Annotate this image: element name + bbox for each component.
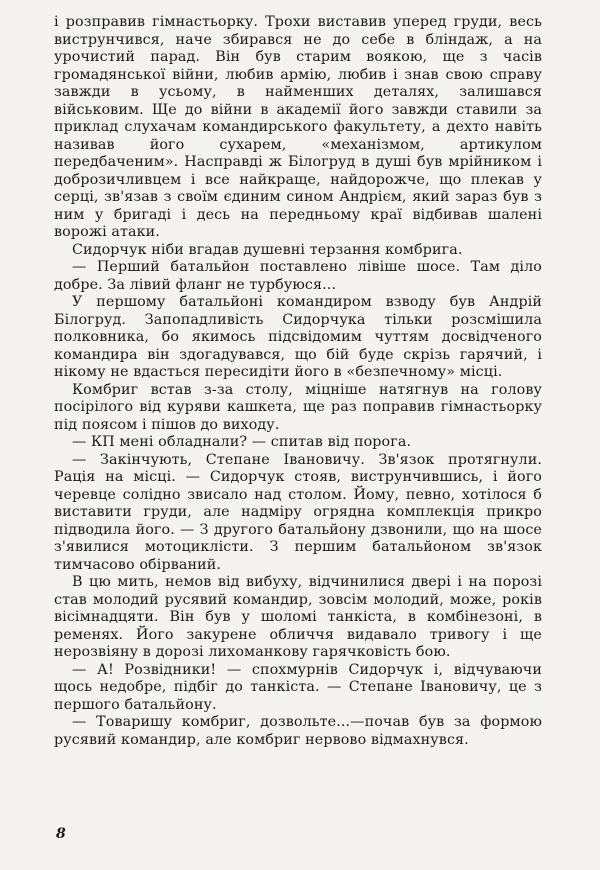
paragraph: — А! Розвідники! — спохмурнів Сидорчук і, відчуваючи щось недобре, підбіг до танкіста. — Степане Івановичу, це з першого батальйону. [54, 661, 542, 713]
body-text [54, 14, 542, 749]
paragraph: — Перший батальйон поставлено лівіше шосе. Там діло добре. За лівий фланг не турбуюся... [54, 259, 542, 293]
paragraph: і розправив гімнастьорку. Трохи виставив уперед груди, весь виструнчився, наче збирався не до себе в бліндаж, а на урочистий парад. Він був старим воякою, ще з часів громадянської війни, любив армію, любив і знав свою справу завжди в усьому, в найменших деталях, залишався військовим. Ще до війни в академії його завжди ставили за приклад слухачам командирського факультету, а дехто навіть називав його сухарем, «механізмом, артикулом передбаченим». Насправді ж Білогруд в душі був мрійником і доброзичливцем і все найкраще, найдорожче, що плекав у серці, зв'язав з своїм єдиним сином Андрієм, який зараз був з ним у бригаді і десь на передньому краї відбивав шалені ворожі атаки. [54, 14, 542, 240]
paragraph: В цю мить, немов від вибуху, відчинилися двері і на порозі став молодий русявий командир, зовсім молодий, може, років вісімнадцяти. Він був у шоломі танкіста, в комбінезоні, в ременях. Його закурене обличчя видавало тривогу і ще нерозвіяну в дорозі лихоманкову гарячковість бою. [54, 574, 542, 660]
paragraph: У першому батальйоні командиром взводу був Андрій Білогруд. Запопадливість Сидорчука тільки розсмішила полковника, бо якимось підсвідомим чуттям досвідченого командира він здогадувався, що бій буде скрізь гарячий, і нікому не вдасться пересидіти його в «безпечному» місці. [54, 294, 542, 380]
paragraph: Сидорчук ніби вгадав душевні терзання комбрига. [72, 241, 463, 258]
page-number: 8 [56, 826, 66, 842]
paragraph: — Товаришу комбриг, дозвольте...—почав був за формою русявий командир, але комбриг нервово відмахнувся. [54, 714, 542, 748]
paragraph: — Закінчують, Степане Івановичу. Зв'язок протягнули. Рація на місці. — Сидорчук стояв, виструнчившись, і його черевце солідно звисало над столом. Йому, певно, хотілося б виставити груди, але надміру огрядна комплекція прикро підводила його. — З другого батальйону дзвонили, що на шосе з'явилися мотоциклісти. З першим батальйоном зв'язок тимчасово обірваний. [54, 451, 542, 573]
paragraph: — КП мені обладнали? — спитав від порога. [72, 434, 412, 450]
paragraph: Комбриг встав з-за столу, міцніше натягнув на голову посірілого від куряви кашкета, ще раз поправив гімнастьорку під поясом і пішов до виходу. [54, 381, 542, 433]
